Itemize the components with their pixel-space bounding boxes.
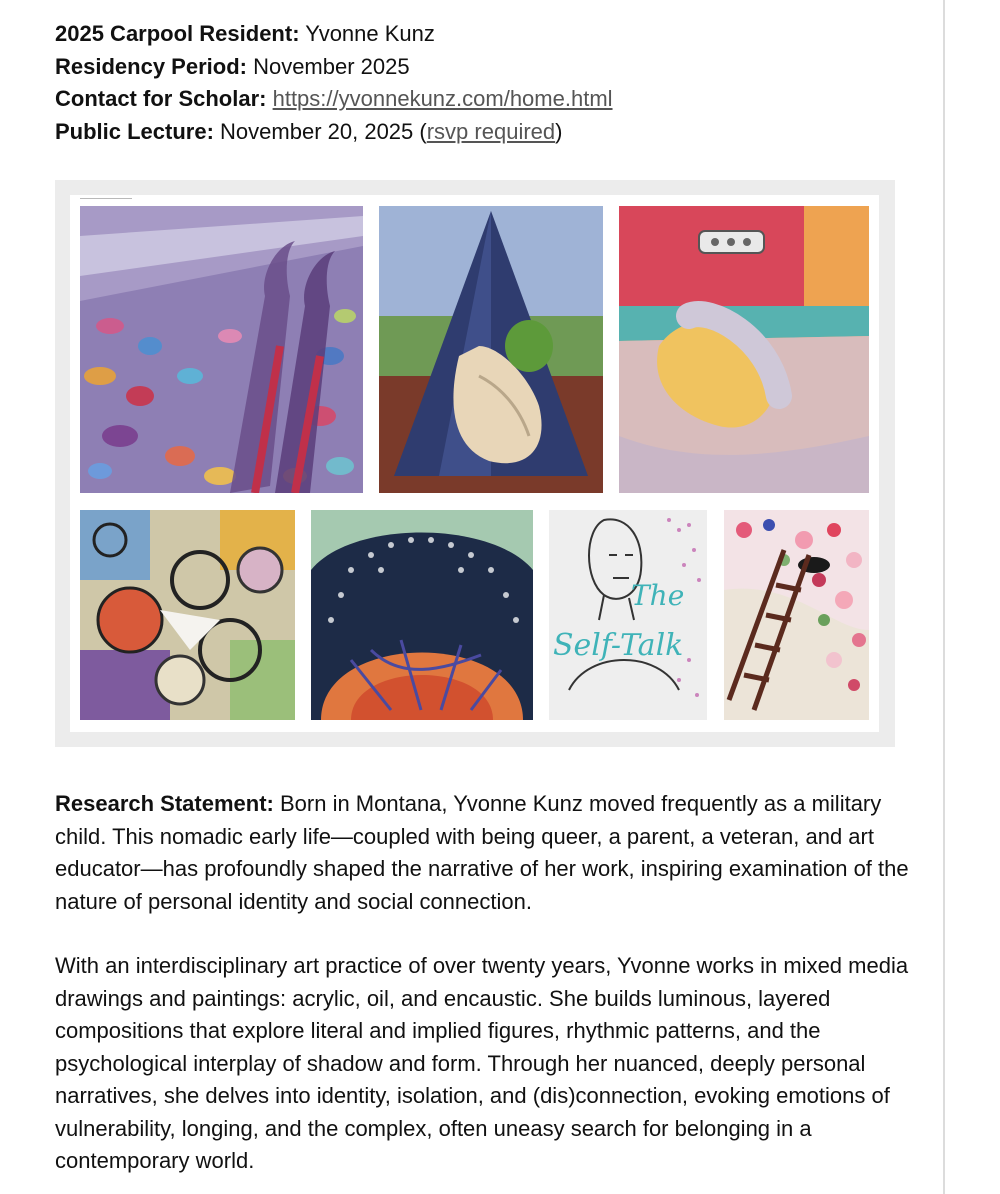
self-talk-title-word2: Self-Talk	[553, 628, 684, 663]
scrollbar-track[interactable]	[943, 0, 945, 1194]
residency-period-label: Residency Period:	[55, 53, 247, 79]
resident-label: 2025 Carpool Resident:	[55, 21, 300, 46]
residency-period-value: November 2025	[253, 53, 410, 79]
resident-name: Yvonne Kunz	[305, 21, 435, 46]
lecture-line	[55, 116, 915, 149]
painting-shadows-on-stones[interactable]	[80, 206, 363, 493]
research-statement-label: Research Statement:	[55, 791, 274, 816]
research-statement-text: Born in Montana, Yvonne Kunz moved frequently as a military child. This nomadic early life—coupled with being queer, a parent, a veteran, and art educator—has profoundly shaped the narrative of her work, inspiring examination of the nature of personal identity and social connection.	[55, 791, 909, 914]
research-statement	[55, 788, 915, 918]
painting-circles-abstract[interactable]	[80, 510, 295, 720]
practice-text: With an interdisciplinary art practice of over twenty years, Yvonne works in mixed media drawings and paintings: acrylic, oil, and encaustic. She builds luminous, layered compositions that explore literal and implied figures, rhythmic patterns, and the psychological interplay of shadow and form. Through her nuanced, deeply personal narratives, she delves into identity, isolation, and (dis)connection, evoking emotions of vulnerability, longing, and the complex, often uneasy search for belonging in a contemporary world.	[55, 953, 909, 1173]
resident-line	[55, 18, 915, 51]
drawing-self-talk-portrait[interactable]	[549, 510, 707, 720]
gallery-panel	[70, 195, 879, 732]
contact-label: Contact for Scholar:	[55, 86, 267, 111]
contact-line	[55, 83, 915, 116]
lecture-close-paren: )	[555, 118, 563, 144]
painting-bathtub-figure[interactable]	[619, 206, 869, 493]
painting-red-dome-pattern[interactable]	[311, 510, 533, 720]
lecture-date: November 20, 2025	[220, 118, 414, 144]
lecture-label: Public Lecture:	[55, 118, 214, 144]
self-talk-title-word1: The	[631, 579, 685, 612]
residency-period-line	[55, 51, 915, 84]
painting-figure-in-tent[interactable]	[379, 206, 603, 493]
artwork-gallery	[55, 180, 895, 747]
practice-paragraph	[55, 950, 915, 1178]
lecture-open-paren: (	[419, 118, 427, 144]
contact-link[interactable]: https://yvonnekunz.com/home.html	[272, 86, 613, 111]
gallery-divider	[80, 198, 132, 199]
rsvp-link[interactable]: rsvp required	[426, 118, 556, 144]
painting-ladder-flowers[interactable]	[724, 510, 869, 720]
residency-info	[55, 18, 915, 148]
